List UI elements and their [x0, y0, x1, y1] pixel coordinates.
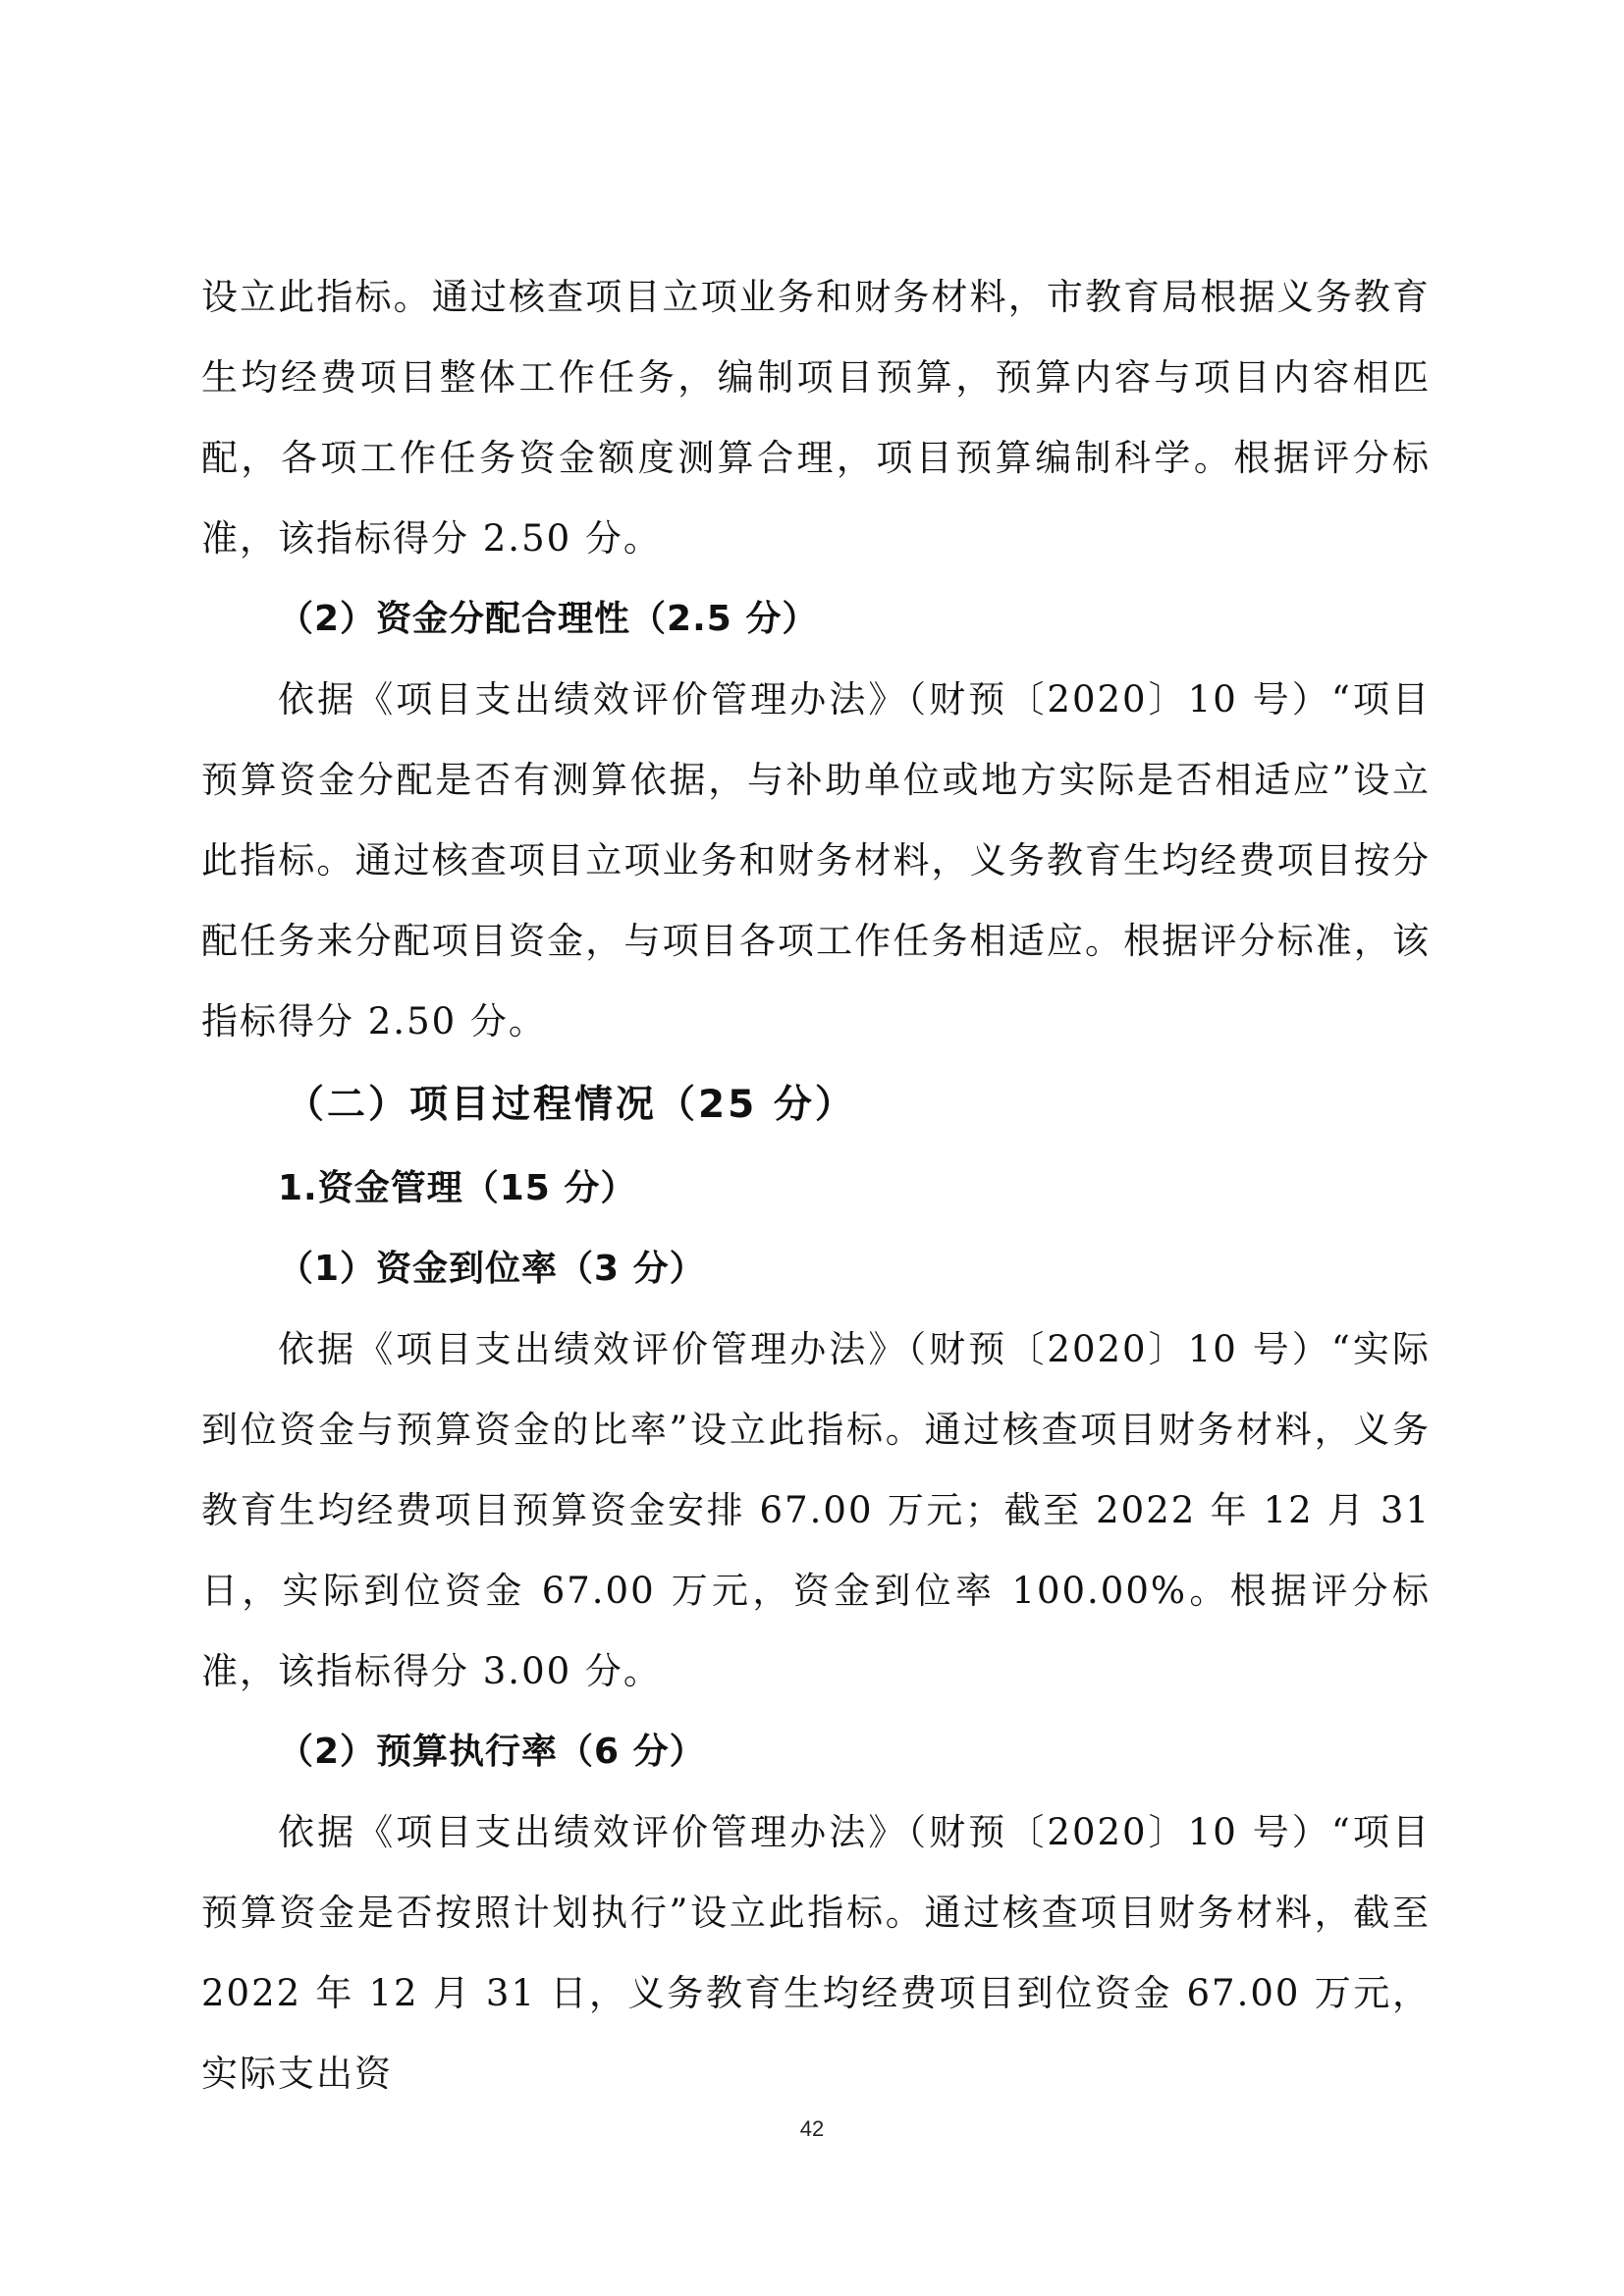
page-number: 42 [799, 2116, 825, 2141]
heading-fund-arrival-rate: （1）资金到位率（3 分） [278, 1249, 706, 1289]
paragraph-budget-scientific: 设立此指标。通过核查项目立项业务和财务材料，市教育局根据义务教育生均经费项目整体工作任务，编制项目预算，预算内容与项目内容相匹配，各项工作任务资金额度测算合理，项目预算编制科学。根据评分标准，该指标得分 2.50 分。 [201, 276, 1431, 560]
heading-budget-execution-rate: （2）预算执行率（6 分） [278, 1732, 706, 1772]
page-body [201, 257, 1431, 2114]
heading-project-process: （二）项目过程情况（25 分） [286, 1083, 856, 1127]
paragraph-fund-arrival-rate: 依据《项目支出绩效评价管理办法》（财预〔2020〕10 号）“实际到位资金与预算资金的比率”设立此指标。通过核查项目财务材料，义务教育生均经费项目预算资金安排 67.00 万元；截至 2022 年 12 月 31 日，实际到位资金 67.00 万元，资金到位率 100.00%。根据评分标准，该指标得分 3.00 分。 [201, 1328, 1431, 1692]
heading-fund-allocation: （2）资金分配合理性（2.5 分） [278, 599, 819, 639]
paragraph-fund-allocation: 依据《项目支出绩效评价管理办法》（财预〔2020〕10 号）“项目预算资金分配是否有测算依据，与补助单位或地方实际是否相适应”设立此指标。通过核查项目立项业务和财务材料，义务教育生均经费项目按分配任务来分配项目资金，与项目各项工作任务相适应。根据评分标准，该指标得分 2.50 分。 [201, 678, 1431, 1042]
paragraph-budget-execution-rate: 依据《项目支出绩效评价管理办法》（财预〔2020〕10 号）“项目预算资金是否按照计划执行”设立此指标。通过核查项目财务材料，截至 2022 年 12 月 31 日，义务教育生均经费项目到位资金 67.00 万元，实际支出资 [201, 1811, 1431, 2095]
heading-fund-management: 1.资金管理（15 分） [278, 1168, 637, 1208]
